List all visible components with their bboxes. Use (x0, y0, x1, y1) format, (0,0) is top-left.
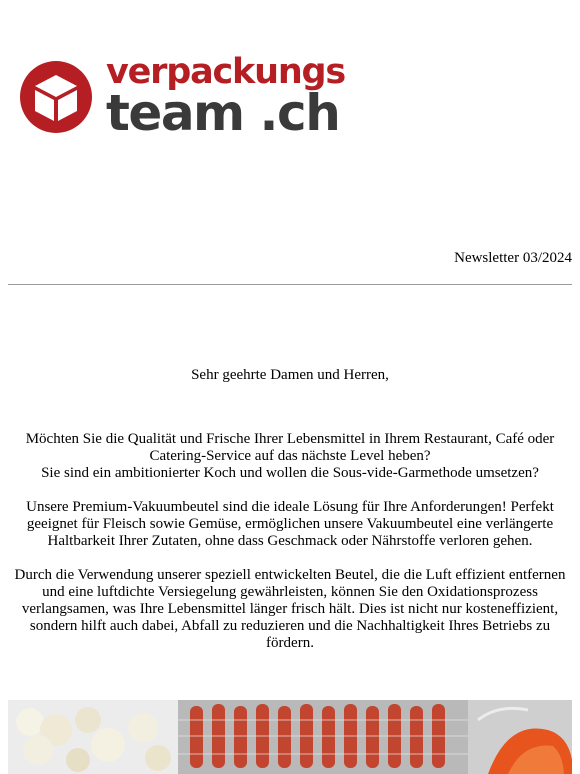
intro-line-2: Sie sind ein ambitionierter Koch und wollen die Sous-vide-Garmethode umsetzen? (41, 465, 539, 481)
newsletter-issue-label: Newsletter 03/2024 (454, 250, 572, 266)
product-paragraph: Unsere Premium-Vakuumbeutel sind die ideale Lösung für Ihre Anforderungen! Perfekt geeignet für Fleisch sowie Gemüse, ermöglichen unsere Vakuumbeutel eine verlängerte Haltbarkeit Ihrer Zutaten, ohne dass Geschmack oder Nährstoffe verloren gehen. (26, 499, 554, 549)
food-photo-illustration (8, 700, 572, 774)
logo-wordmark-bottom: team .ch (106, 84, 340, 142)
intro-paragraph (6, 431, 574, 482)
benefits-paragraph: Durch die Verwendung unserer speziell entwickelten Beutel, die die Luft effizient entfernen und eine luftdichte Versiegelung gewährleisten, können Sie den Oxidationsprozess verlangsamen, was Ihre Lebensmittel länger frisch hält. Dies ist nicht nur kosteneffizient, sondern hilft auch dabei, Abfall zu reduzieren und die Nachhaltigkeit Ihres Betriebs zu fördern. (14, 567, 566, 651)
vacuum-bags-food-photo[interactable] (8, 700, 572, 774)
brand-logo[interactable] (20, 52, 346, 142)
box-icon (20, 61, 92, 133)
intro-line-1: Möchten Sie die Qualität und Frische Ihrer Lebensmittel in Ihrem Restaurant, Café oder Catering-Service auf das nächste Level heben? (25, 431, 555, 464)
greeting: Sehr geehrte Damen und Herren, (191, 367, 389, 383)
logo-wordmark-top: verpackungs (106, 52, 346, 92)
header-divider (8, 284, 572, 285)
